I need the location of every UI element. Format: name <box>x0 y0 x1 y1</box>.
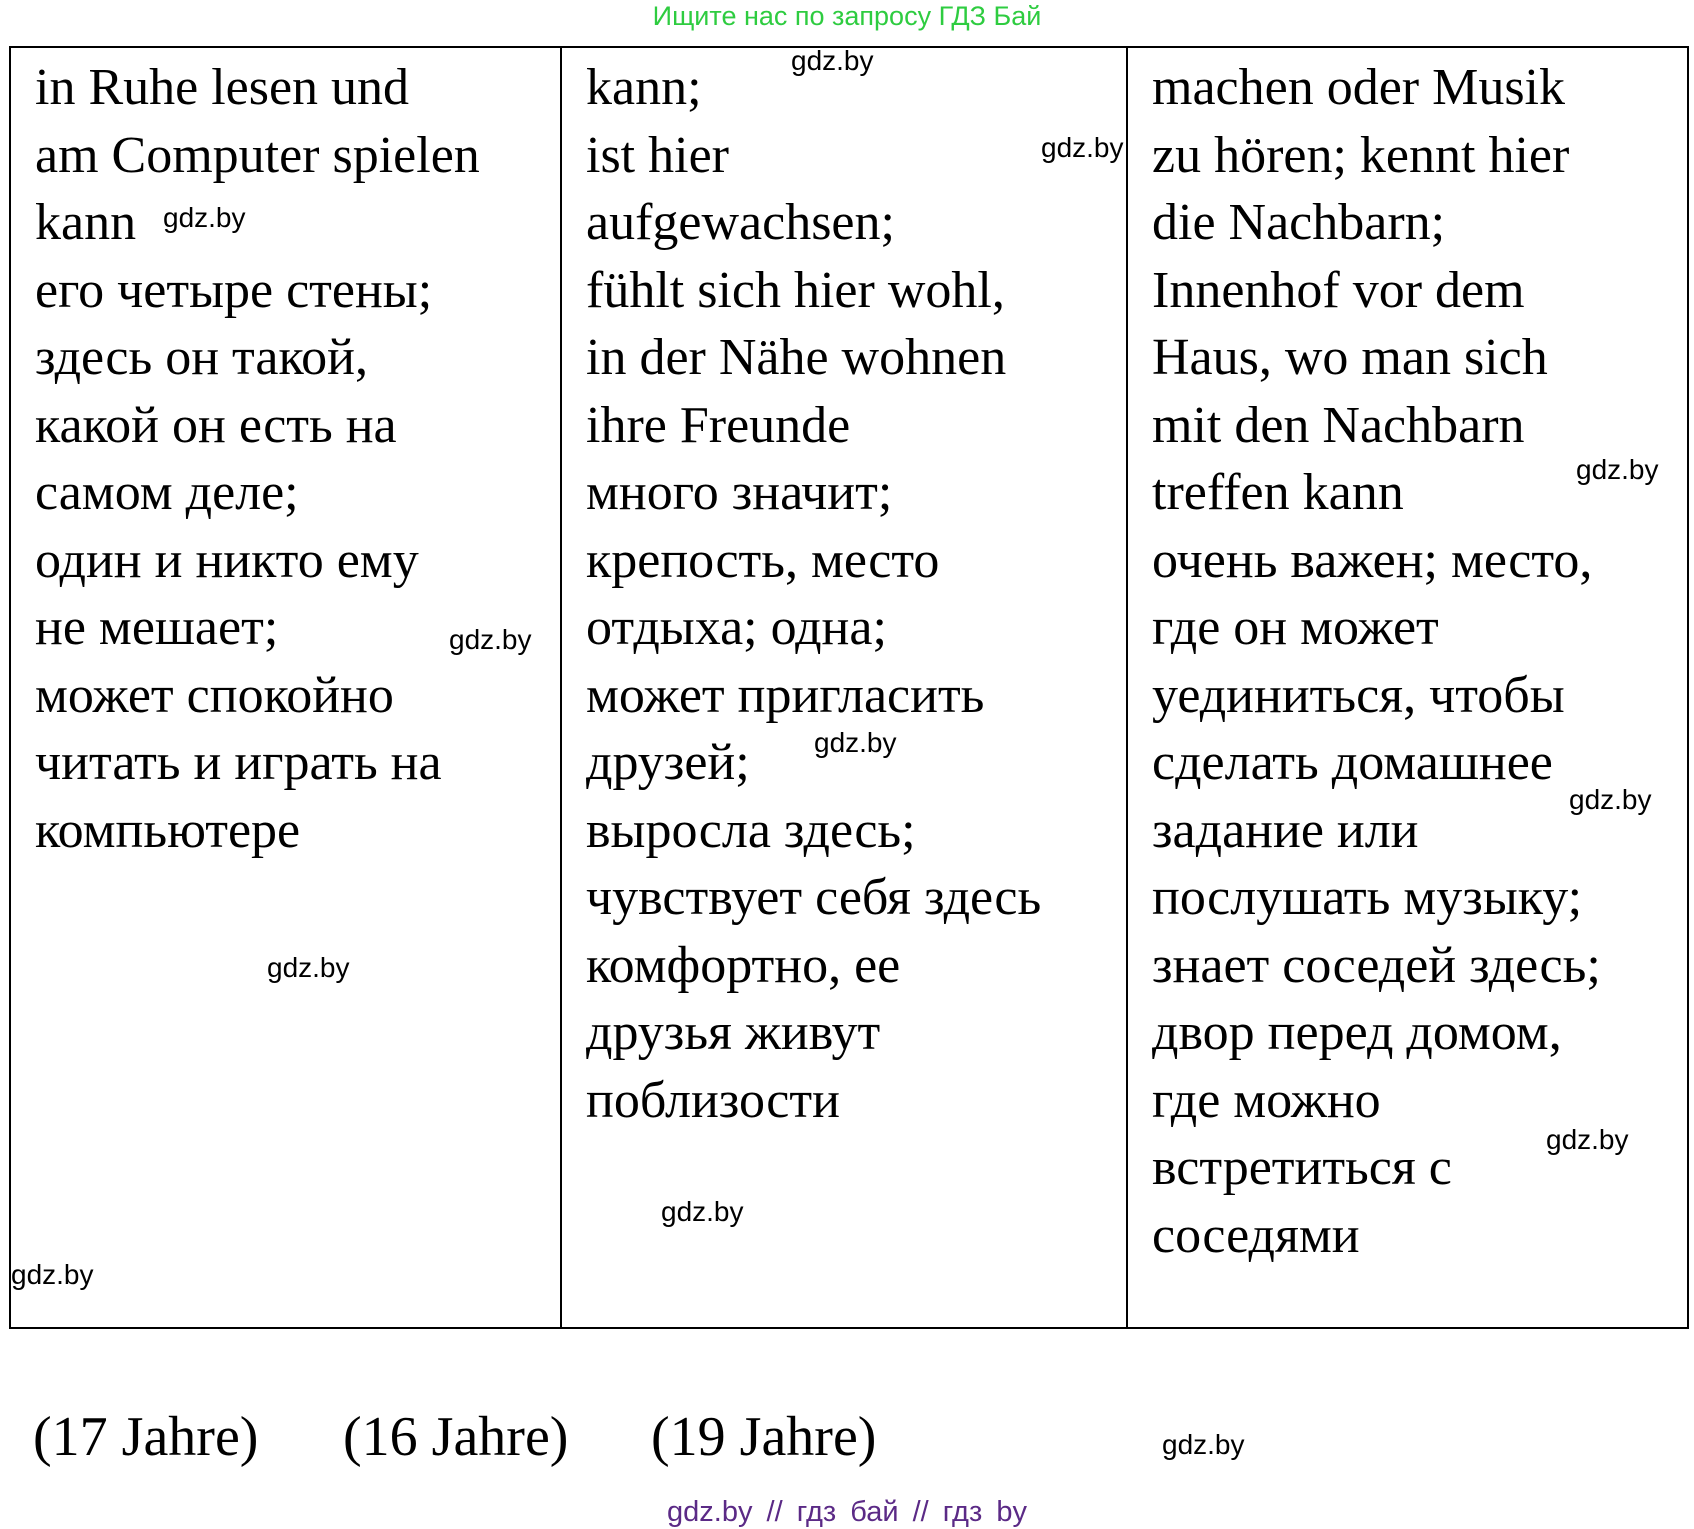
text-line: комфортно, ее <box>586 936 901 994</box>
watermark: gdz.by <box>267 952 350 983</box>
text-line: где можно <box>1152 1071 1381 1129</box>
text-line: встретиться с <box>1152 1139 1452 1196</box>
text-line: не мешает; <box>35 599 279 656</box>
watermark: gdz.by <box>1546 1124 1629 1155</box>
watermark: gdz.by <box>11 1259 94 1290</box>
text-line: fühlt sich hier wohl, <box>586 261 1005 319</box>
text-line: in Ruhe lesen und <box>35 59 410 116</box>
text-line: am Computer spielen <box>35 126 480 184</box>
text-line: его четыре стены; <box>35 261 433 319</box>
age-label-1: (17 Jahre) <box>33 1406 259 1468</box>
text-line: может спокойно <box>35 666 394 724</box>
text-line: друзей; <box>586 734 750 791</box>
text-line: machen oder Musik <box>1152 59 1566 116</box>
text-line: mit den Nachbarn <box>1152 396 1525 454</box>
text-line: kann; <box>586 59 702 116</box>
text-line: die Nachbarn; <box>1152 194 1446 251</box>
watermark: gdz.by <box>1162 1429 1245 1460</box>
table-column-1 <box>11 48 562 1327</box>
column-2-text <box>562 48 1126 1134</box>
column-3-text <box>1128 48 1687 1269</box>
watermark: gdz.by <box>1569 784 1652 815</box>
watermark: gdz.by <box>1576 454 1659 485</box>
text-line: отдыха; одна; <box>586 599 887 656</box>
text-line: сделать домашнее <box>1152 734 1553 791</box>
watermark: gdz.by <box>661 1196 744 1227</box>
text-line: выросла здесь; <box>586 801 916 859</box>
text-line: здесь он такой, <box>35 329 368 386</box>
text-line: читать и играть на <box>35 734 442 791</box>
text-line: знает соседей здесь; <box>1152 936 1601 994</box>
age-label-3: (19 Jahre) <box>651 1406 877 1468</box>
text-table <box>9 46 1689 1329</box>
watermark: gdz.by <box>791 45 874 76</box>
top-banner: Ищите нас по запросу ГДЗ Бай <box>652 1 1042 31</box>
footer-watermark: gdz.by // гдз бай // гдз by <box>667 1496 1027 1528</box>
column-1-text <box>11 48 560 864</box>
age-row <box>0 1402 1694 1472</box>
text-line: какой он есть на <box>35 396 397 454</box>
text-line: in der Nähe wohnen <box>586 329 1007 386</box>
text-line: один и никто ему <box>35 531 419 589</box>
text-line: ihre Freunde <box>586 396 851 454</box>
text-line: соседями <box>1152 1206 1360 1264</box>
text-line: очень важен; место, <box>1152 531 1593 589</box>
text-line: Haus, wo man sich <box>1152 329 1548 386</box>
text-line: zu hören; kennt hier <box>1152 126 1570 184</box>
text-line: самом деле; <box>35 464 299 521</box>
text-line: много значит; <box>586 464 893 521</box>
watermark: gdz.by <box>163 202 246 233</box>
table-column-3 <box>1128 48 1687 1327</box>
text-line: друзья живут <box>586 1004 881 1061</box>
text-line: крепость, место <box>586 531 940 589</box>
watermark: gdz.by <box>1041 132 1124 163</box>
text-line: послушать музыку; <box>1152 869 1583 926</box>
text-line: компьютере <box>35 801 301 859</box>
text-line: уединиться, чтобы <box>1152 666 1565 724</box>
text-line: может пригласить <box>586 666 985 724</box>
text-line: двор перед домом, <box>1152 1004 1562 1061</box>
age-label-2: (16 Jahre) <box>343 1406 569 1468</box>
text-line: чувствует себя здесь <box>586 869 1042 926</box>
text-line: aufgewachsen; <box>586 194 895 251</box>
text-line: ist hier <box>586 126 729 184</box>
table-column-2 <box>562 45 1128 1327</box>
text-line: задание или <box>1152 801 1419 859</box>
text-line: treffen kann <box>1152 464 1404 521</box>
watermark: gdz.by <box>449 624 532 655</box>
text-line: Innenhof vor dem <box>1152 261 1525 319</box>
text-line: поблизости <box>586 1071 840 1129</box>
text-line: где он может <box>1152 599 1439 656</box>
text-line: kann <box>35 194 137 251</box>
watermark: gdz.by <box>814 727 897 758</box>
